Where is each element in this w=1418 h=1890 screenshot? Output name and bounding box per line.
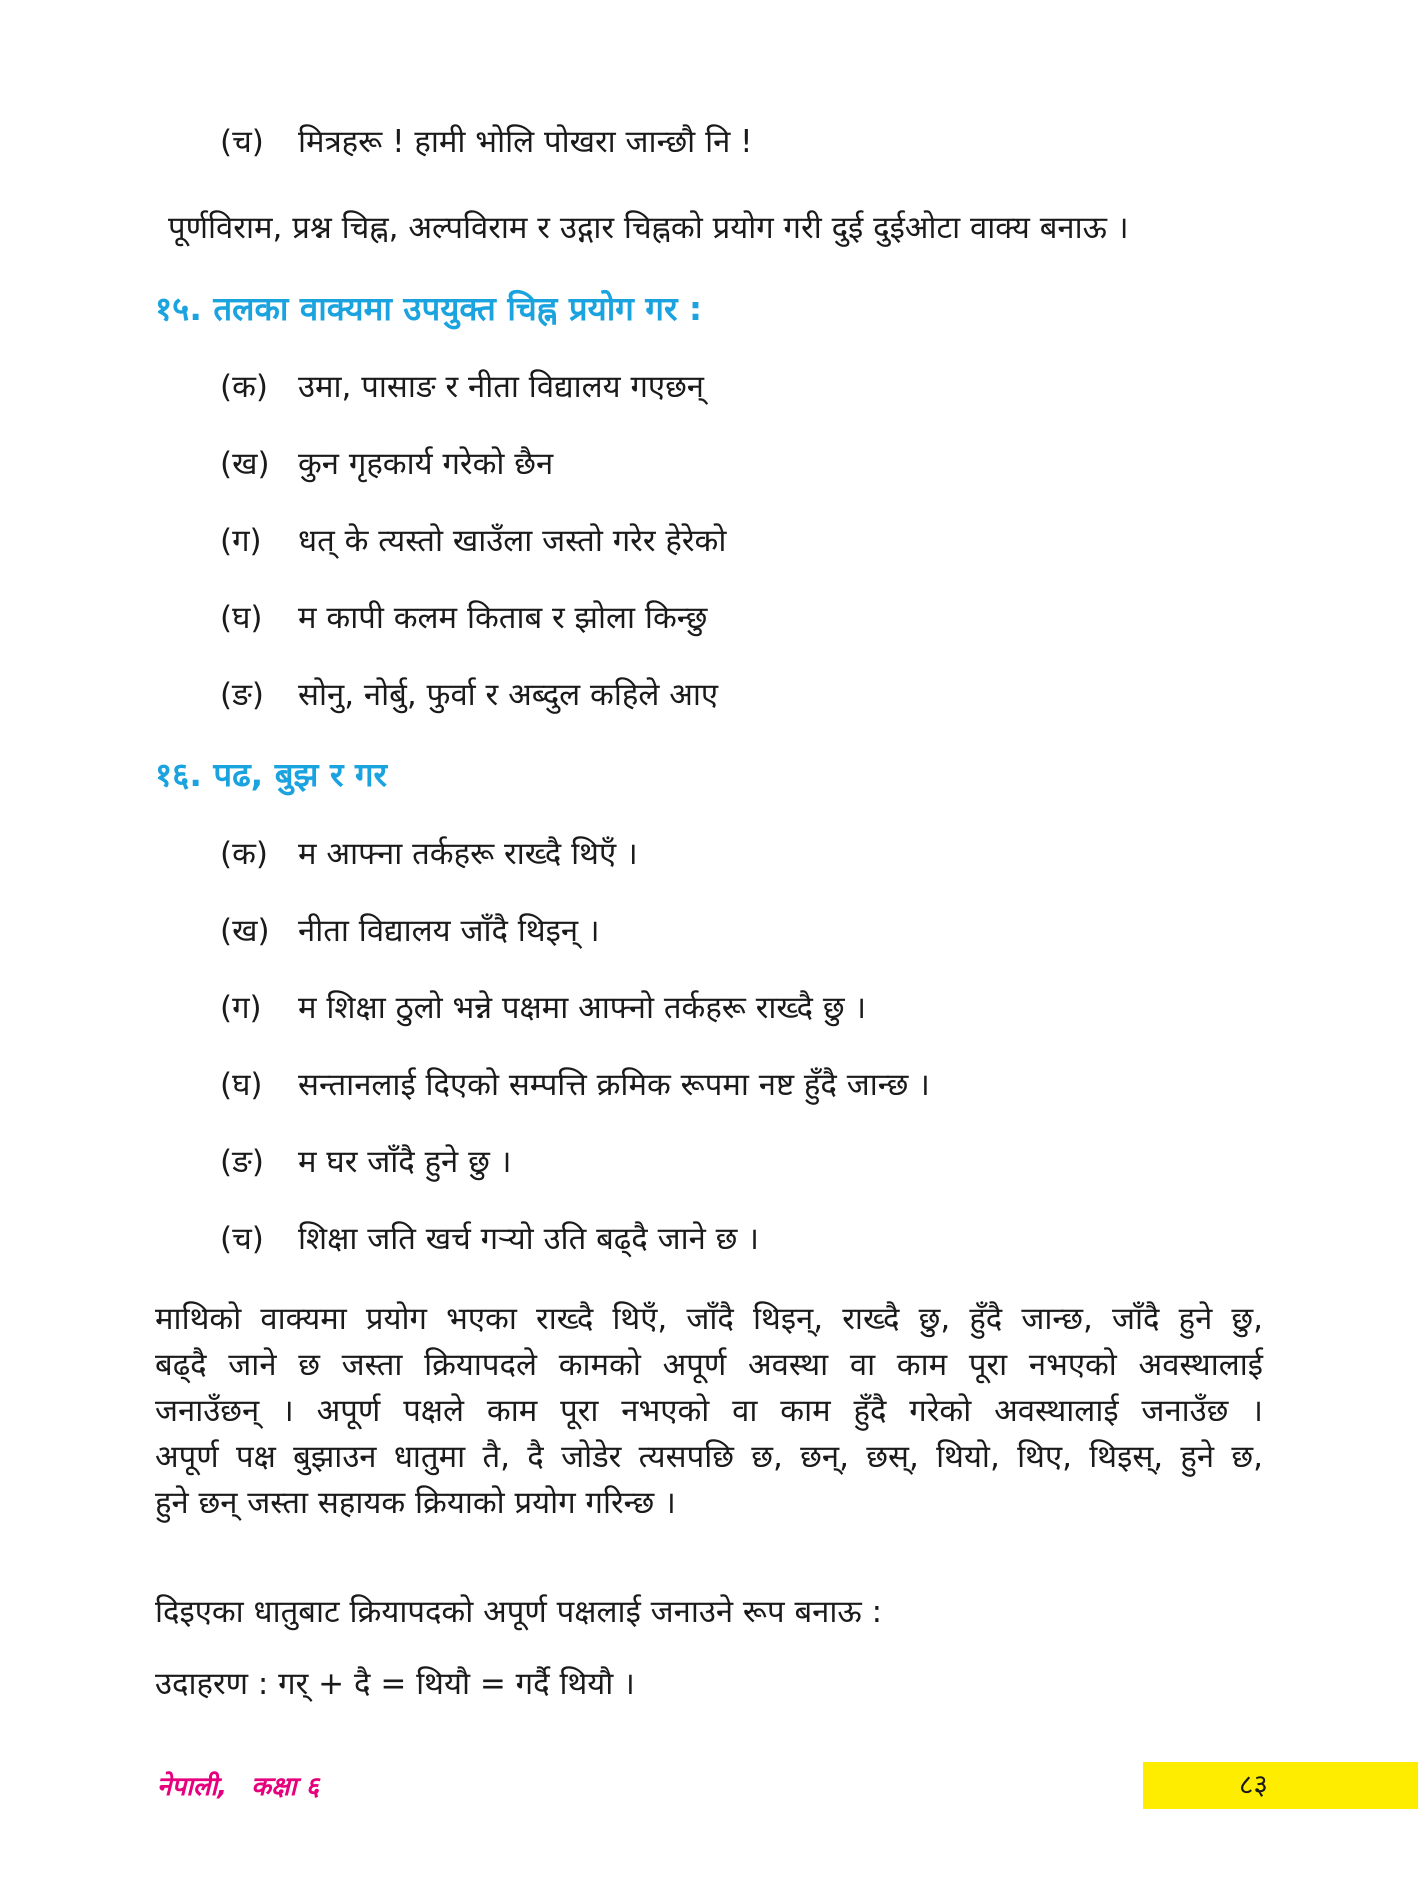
list-item bbox=[220, 1065, 930, 1105]
list-item bbox=[220, 911, 600, 951]
item-marker: (क) bbox=[220, 836, 268, 872]
item-marker: (ङ) bbox=[220, 1144, 264, 1180]
item-marker: (च) bbox=[220, 124, 264, 160]
list-item bbox=[220, 1219, 759, 1259]
item-text: शिक्षा जति खर्च गऱ्यो उति बढ्दै जाने छ । bbox=[298, 1221, 759, 1257]
item-text: उमा, पासाङ र नीता विद्यालय गएछन् bbox=[298, 369, 705, 405]
item-marker: (ग) bbox=[220, 523, 262, 559]
list-item bbox=[220, 675, 718, 715]
paragraph-line: बढ्दै जाने छ जस्ता क्रियापदले कामको अपूर्ण अवस्था वा काम पूरा नभएको अवस्थालाई bbox=[155, 1347, 1263, 1383]
list-item bbox=[220, 834, 638, 874]
item-text: सोनु, नोर्बु, फुर्वा र अब्दुल कहिले आए bbox=[298, 677, 719, 713]
item-marker: (घ) bbox=[220, 1067, 263, 1103]
list-item bbox=[220, 122, 753, 162]
item-marker: (घ) bbox=[220, 600, 263, 636]
paragraph-line: जनाउँछन् । अपूर्ण पक्षले काम पूरा नभएको वा काम हुँदै गरेको अवस्थालाई जनाउँछ । bbox=[155, 1393, 1263, 1429]
list-item bbox=[220, 444, 553, 484]
instruction-text: पूर्णविराम, प्रश्न चिह्न, अल्पविराम र उद्गार चिह्नको प्रयोग गरी दुई दुईओटा वाक्य बनाऊ । bbox=[168, 210, 1129, 246]
item-text: धत् के त्यस्तो खाउँला जस्तो गरेर हेरेको bbox=[298, 523, 727, 559]
book-name: नेपाली, bbox=[157, 1772, 228, 1802]
item-text: म आफ्ना तर्कहरू राख्दै थिएँ । bbox=[298, 836, 638, 872]
list-item bbox=[220, 598, 707, 638]
list-item bbox=[220, 988, 866, 1028]
footer-book-title bbox=[157, 1770, 319, 1804]
class-label: कक्षा ६ bbox=[251, 1772, 320, 1802]
item-text: नीता विद्यालय जाँदै थिइन् । bbox=[298, 913, 600, 949]
page-number-box bbox=[1143, 1762, 1418, 1809]
item-marker: (ख) bbox=[220, 446, 270, 482]
item-marker: (च) bbox=[220, 1221, 264, 1257]
item-text: कुन गृहकार्य गरेको छैन bbox=[298, 446, 554, 482]
item-text: सन्तानलाई दिएको सम्पत्ति क्रमिक रूपमा नष्ट हुँदै जान्छ । bbox=[298, 1067, 930, 1103]
page-number: ८३ bbox=[1238, 1768, 1268, 1801]
item-text: मित्रहरू ! हामी भोलि पोखरा जान्छौ नि ! bbox=[298, 124, 753, 160]
item-marker: (ङ) bbox=[220, 677, 264, 713]
section-16-heading: १६. पढ, बुझ र गर bbox=[155, 755, 388, 794]
section-15-heading: १५. तलका वाक्यमा उपयुक्त चिह्न प्रयोग गर : bbox=[155, 289, 703, 328]
item-marker: (ख) bbox=[220, 913, 270, 949]
item-text: म घर जाँदै हुने छु । bbox=[298, 1144, 512, 1180]
item-marker: (ग) bbox=[220, 990, 262, 1026]
paragraph-line: अपूर्ण पक्ष बुझाउन धातुमा तै, दै जोडेर त्यसपछि छ, छन्, छस्, थियो, थिए, थिइस्, हुने छ, bbox=[155, 1439, 1263, 1475]
paragraph-line: माथिको वाक्यमा प्रयोग भएका राख्दै थिएँ, जाँदै थिइन्, राख्दै छु, हुँदै जान्छ, जाँदै हुने छु, bbox=[155, 1301, 1263, 1337]
instruction-text: दिइएका धातुबाट क्रियापदको अपूर्ण पक्षलाई जनाउने रूप बनाऊ : bbox=[155, 1594, 883, 1630]
item-marker: (क) bbox=[220, 369, 268, 405]
list-item bbox=[220, 521, 726, 561]
item-text: म शिक्षा ठुलो भन्ने पक्षमा आफ्नो तर्कहरू राख्दै छु । bbox=[298, 990, 867, 1026]
explanation-paragraph bbox=[155, 1299, 1263, 1523]
paragraph-line: हुने छन् जस्ता सहायक क्रियाको प्रयोग गरिन्छ । bbox=[155, 1485, 676, 1521]
list-item bbox=[220, 1142, 511, 1182]
example-text: उदाहरण : गर् + दै = थियौ = गर्दै थियौ । bbox=[155, 1666, 635, 1702]
list-item bbox=[220, 367, 704, 407]
item-text: म कापी कलम किताब र झोला किन्छु bbox=[298, 600, 708, 636]
